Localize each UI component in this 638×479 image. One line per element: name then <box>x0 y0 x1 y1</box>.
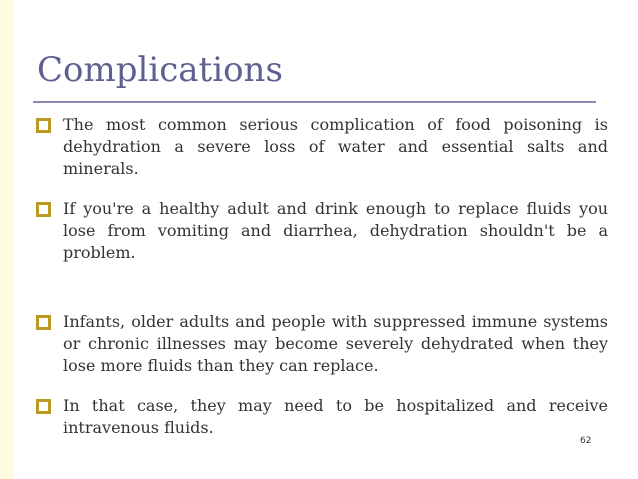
bullet-item <box>36 311 608 377</box>
bullet-text: The most common serious complication of food poisoning is dehydration a severe loss of water and essential salts and minerals. <box>63 115 608 178</box>
bullet-text: If you're a healthy adult and drink enough to replace fluids you lose from vomiting and diarrhea, dehydration shouldn't be a problem. <box>63 199 608 262</box>
slide-title: Complications <box>37 50 283 90</box>
hollow-square-bullet-icon <box>36 315 51 330</box>
page-number: 62 <box>580 436 592 446</box>
bullet-item <box>36 198 608 264</box>
bullet-item <box>36 114 608 180</box>
bullet-item <box>36 395 608 439</box>
hollow-square-bullet-icon <box>36 202 51 217</box>
hollow-square-bullet-icon <box>36 399 51 414</box>
title-divider <box>33 101 596 103</box>
bullet-text: Infants, older adults and people with suppressed immune systems or chronic illnesses may become severely dehydrated when they lose more fluids than they can replace. <box>63 312 608 375</box>
bullet-text: In that case, they may need to be hospitalized and receive intravenous fluids. <box>63 396 608 437</box>
hollow-square-bullet-icon <box>36 118 51 133</box>
left-accent-bar <box>0 0 14 479</box>
